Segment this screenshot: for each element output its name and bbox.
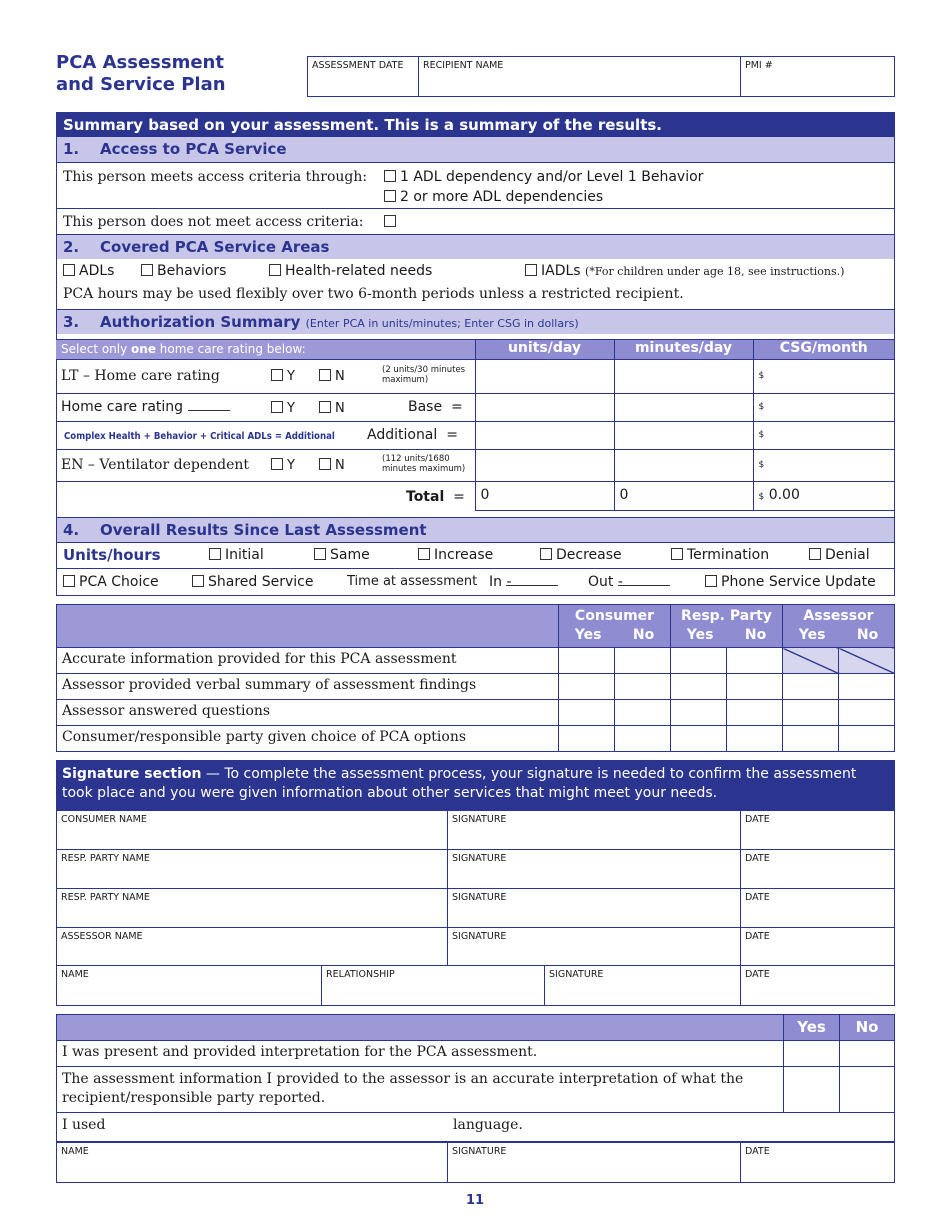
consumer-yes-1[interactable] [559,648,615,674]
interp-yes-header: Yes [784,1015,840,1041]
base-minutes-cell[interactable] [614,394,753,422]
en-y-checkbox[interactable] [271,458,283,470]
resp-party-header: Resp. Party Yes No [671,605,783,648]
csg-header: CSG/month [753,340,895,360]
denial-checkbox[interactable] [809,548,821,560]
hcr-y-checkbox[interactable] [271,401,283,413]
language-row[interactable]: I used language. [57,1113,895,1142]
other-signature-field[interactable]: SIGNATURE [545,966,741,1006]
signature-section [56,760,895,1005]
resp-party-date-field-1[interactable]: DATE [741,850,895,889]
not-meet-checkbox[interactable] [384,215,396,227]
phone-update-checkbox[interactable] [705,575,717,587]
assessor-no-4[interactable] [839,726,895,752]
termination-checkbox[interactable] [671,548,683,560]
en-ventilator-row: EN – Ventilator dependent Y N (112 units/1680 minutes maximum) [56,450,475,482]
consumer-signature-field[interactable]: SIGNATURE [448,811,741,850]
pca-choice-checkbox[interactable] [63,575,75,587]
units-header: units/day [475,340,614,360]
recipient-name-field[interactable]: RECIPIENT NAME [419,57,741,97]
units-hours-row: Units/hours Initial Same Increase Decrease Termination Denial [57,542,894,568]
assessor-yes-3[interactable] [783,700,839,726]
additional-units-cell[interactable] [475,422,614,450]
interp-no-1[interactable] [840,1041,895,1067]
en-minutes-cell[interactable] [614,450,753,482]
relationship-field[interactable]: RELATIONSHIP [322,966,545,1006]
interp-yes-2[interactable] [784,1067,840,1113]
iadls-checkbox[interactable] [525,264,537,276]
interpreter-signature-grid [56,1142,895,1183]
minutes-header: minutes/day [614,340,753,360]
service-areas-row: ADLs Behaviors Health-related needs IADLs (*For children under age 18, see instructions.) [57,259,894,283]
adl1-checkbox[interactable] [384,170,396,182]
not-meet-row: This person does not meet access criteria: [57,208,894,234]
interp-no-2[interactable] [840,1067,895,1113]
page-title: PCA Assessment and Service Plan [56,52,226,95]
health-related-checkbox[interactable] [269,264,281,276]
assessor-date-field[interactable]: DATE [741,928,895,966]
resp-no-1[interactable] [727,648,783,674]
behaviors-checkbox[interactable] [141,264,153,276]
base-csg-cell[interactable]: $ [753,394,895,422]
interp-row-2: The assessment information I provided to the assessor is an accurate interpretation of what the recipient/responsible party reported. [57,1067,784,1113]
checklist-row-2: Assessor provided verbal summary of assessment findings [57,674,559,700]
select-one-note: Select only one home care rating below: [56,340,475,360]
additional-minutes-cell[interactable] [614,422,753,450]
consumer-no-1[interactable] [615,648,671,674]
lt-csg-cell[interactable]: $ [753,360,895,394]
signature-grid [56,810,895,966]
resp-no-2[interactable] [727,674,783,700]
consumer-no-3[interactable] [615,700,671,726]
assessor-yes-1-disabled [783,648,839,674]
meets-criteria-row: This person meets access criteria through: 1 ADL dependency and/or Level 1 Behavior 2 or more ADL dependencies [57,162,894,208]
interp-date-field[interactable]: DATE [741,1143,895,1183]
total-csg[interactable]: $ 0.00 [753,482,895,511]
base-units-cell[interactable] [475,394,614,422]
total-minutes[interactable]: 0 [614,482,753,511]
pmi-field[interactable]: PMI # [741,57,895,97]
adl2-checkbox[interactable] [384,190,396,202]
assessor-no-3[interactable] [839,700,895,726]
decrease-checkbox[interactable] [540,548,552,560]
time-in-field[interactable]: - [506,574,558,586]
en-n-checkbox[interactable] [319,458,331,470]
consumer-yes-2[interactable] [559,674,615,700]
total-row: Total = [56,482,475,511]
interp-no-header: No [840,1015,895,1041]
consumer-yes-4[interactable] [559,726,615,752]
flex-note: PCA hours may be used flexibly over two 6-month periods unless a restricted recipient. [63,286,684,302]
resp-party-name-field-1[interactable]: RESP. PARTY NAME [57,850,448,889]
interp-signature-field[interactable]: SIGNATURE [448,1143,741,1183]
resp-yes-2[interactable] [671,674,727,700]
assessor-no-1-disabled [839,648,895,674]
resp-party-signature-field-2[interactable]: SIGNATURE [448,889,741,928]
en-csg-cell[interactable]: $ [753,450,895,482]
home-care-rating-row: Home care rating Y N Base = [56,394,475,422]
resp-yes-3[interactable] [671,700,727,726]
same-checkbox[interactable] [314,548,326,560]
consumer-header: Consumer Yes No [559,605,671,648]
assessor-header: Assessor Yes No [783,605,895,648]
adls-checkbox[interactable] [63,264,75,276]
summary-section [56,112,895,596]
assessor-no-2[interactable] [839,674,895,700]
lt-rating-row: LT – Home care rating Y N (2 units/30 minutes maximum) [56,360,475,394]
authorization-table [56,339,895,511]
interpreter-table [56,1014,895,1142]
interp-row-1: I was present and provided interpretation for the PCA assessment. [57,1041,784,1067]
initial-checkbox[interactable] [209,548,221,560]
en-units-cell[interactable] [475,450,614,482]
consumer-no-4[interactable] [615,726,671,752]
assessment-date-field[interactable]: ASSESSMENT DATE [308,57,419,97]
consumer-name-field[interactable]: CONSUMER NAME [57,811,448,850]
section-1-header: 1. Access to PCA Service [57,137,894,162]
summary-bar: Summary based on your assessment. This is a summary of the results. [57,113,894,137]
total-units[interactable]: 0 [475,482,614,511]
home-care-rating-blank[interactable] [188,399,230,411]
lt-minutes-cell[interactable] [614,360,753,394]
resp-yes-1[interactable] [671,648,727,674]
resp-party-name-field-2[interactable]: RESP. PARTY NAME [57,889,448,928]
lt-units-cell[interactable] [475,360,614,394]
additional-csg-cell[interactable]: $ [753,422,895,450]
assessor-name-field[interactable]: ASSESSOR NAME [57,928,448,966]
page-number: 11 [465,1193,485,1208]
resp-party-date-field-2[interactable]: DATE [741,889,895,928]
increase-checkbox[interactable] [418,548,430,560]
consumer-date-field[interactable]: DATE [741,811,895,850]
choice-row: PCA Choice Shared Service Time at assessment In - Out - Phone Service Update [57,568,894,595]
header-fields [307,56,895,97]
section-2-header: 2. Covered PCA Service Areas [57,234,894,259]
signature-intro: Signature section — To complete the assessment process, your signature is needed to confirm the assessment took place and you were given information about other services that might meet your needs. [56,760,895,810]
resp-no-3[interactable] [727,700,783,726]
assessor-yes-2[interactable] [783,674,839,700]
assessment-checklist [56,604,895,752]
assessor-yes-4[interactable] [783,726,839,752]
section-3-header: 3. Authorization Summary (Enter PCA in units/minutes; Enter CSG in dollars) [57,309,894,334]
resp-yes-4[interactable] [671,726,727,752]
consumer-no-2[interactable] [615,674,671,700]
hcr-n-checkbox[interactable] [319,401,331,413]
assessor-signature-field[interactable]: SIGNATURE [448,928,741,966]
section-4-header: 4. Overall Results Since Last Assessment [57,517,894,542]
resp-no-4[interactable] [727,726,783,752]
other-date-field[interactable]: DATE [741,966,895,1006]
lt-n-checkbox[interactable] [319,369,331,381]
lt-y-checkbox[interactable] [271,369,283,381]
additional-row: Complex Health + Behavior + Critical ADLs = Additional Additional = [56,422,475,450]
checklist-row-1: Accurate information provided for this PCA assessment [57,648,559,674]
other-name-field[interactable]: NAME [57,966,322,1006]
checklist-row-4: Consumer/responsible party given choice of PCA options [57,726,559,752]
relationship-grid [56,965,895,1006]
shared-service-checkbox[interactable] [192,575,204,587]
interp-yes-1[interactable] [784,1041,840,1067]
checklist-row-3: Assessor answered questions [57,700,559,726]
resp-party-signature-field-1[interactable]: SIGNATURE [448,850,741,889]
time-out-field[interactable]: - [618,574,670,586]
interp-name-field[interactable]: NAME [57,1143,448,1183]
consumer-yes-3[interactable] [559,700,615,726]
